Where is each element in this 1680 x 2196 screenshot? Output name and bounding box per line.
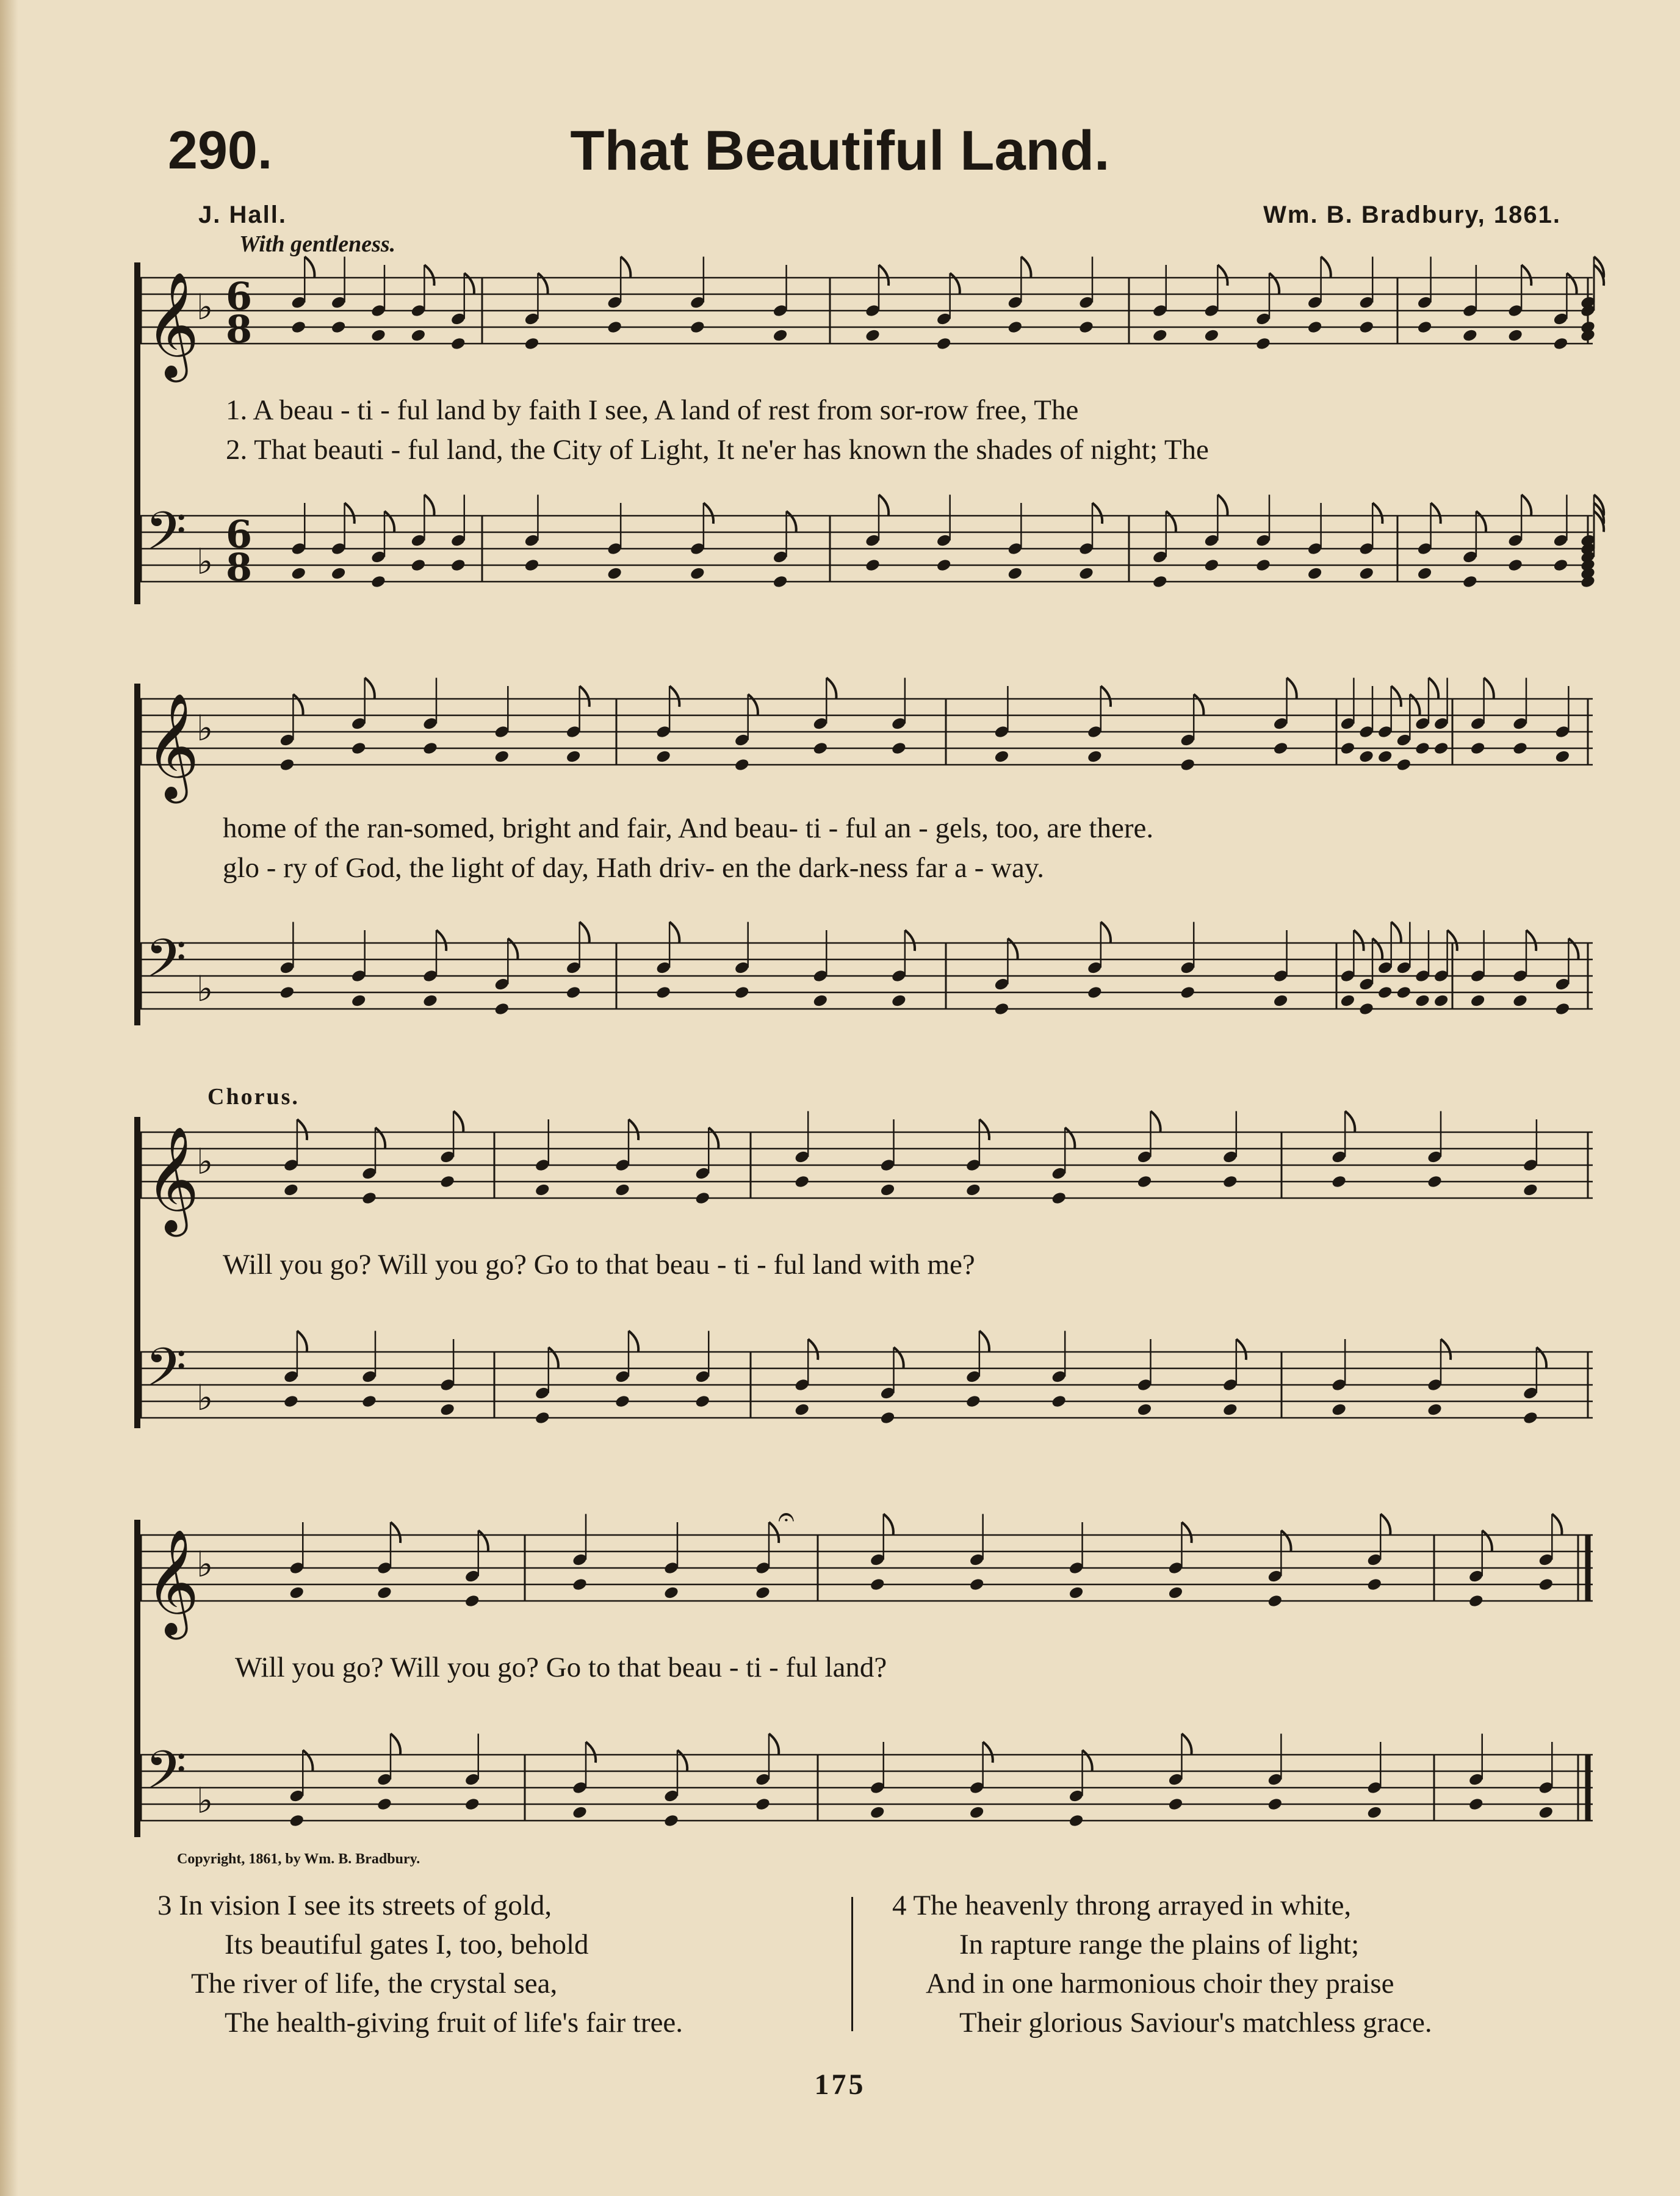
note-flag bbox=[1321, 257, 1331, 278]
note-flag bbox=[769, 1734, 779, 1755]
note-head bbox=[1366, 1805, 1383, 1820]
note-flag bbox=[1391, 686, 1401, 707]
note-head bbox=[1180, 757, 1196, 772]
note-head bbox=[794, 1174, 810, 1189]
bass-staff-4 bbox=[140, 1739, 1593, 1831]
note-head bbox=[694, 1394, 711, 1409]
note-flag bbox=[1101, 686, 1111, 707]
composer-credit: Wm. B. Bradbury, 1861. bbox=[1263, 201, 1561, 228]
time-signature-numerator: 6 bbox=[226, 274, 253, 319]
note-flag bbox=[1380, 1514, 1390, 1535]
note-flag bbox=[894, 1348, 904, 1368]
note-flag bbox=[453, 1111, 463, 1132]
note-flag bbox=[1354, 930, 1363, 951]
note-head bbox=[572, 1577, 588, 1592]
note-head bbox=[755, 1586, 771, 1600]
lyric-s1-verse1: 1. A beau - ti - ful land by faith I see, A land of rest from sor-row free, The bbox=[226, 394, 1079, 426]
note-flag bbox=[1217, 265, 1227, 286]
note-head bbox=[410, 328, 427, 343]
note-head bbox=[1358, 1002, 1375, 1016]
note-flag bbox=[879, 265, 889, 286]
note-head bbox=[370, 574, 387, 589]
note-head bbox=[615, 1394, 631, 1409]
note-flag bbox=[424, 265, 434, 286]
note-head bbox=[1538, 1577, 1554, 1592]
note-head bbox=[1180, 985, 1196, 1000]
note-flag bbox=[424, 495, 434, 516]
note-head bbox=[936, 558, 952, 572]
note-head bbox=[279, 985, 295, 1000]
note-head bbox=[794, 1403, 810, 1417]
note-flag bbox=[297, 1119, 307, 1140]
note-flag bbox=[748, 695, 758, 715]
verse-4-line-2: In rapture range the plains of light; bbox=[959, 1929, 1360, 1960]
note-flag bbox=[1092, 503, 1102, 524]
note-head bbox=[1507, 328, 1524, 343]
note-head bbox=[1433, 741, 1449, 756]
note-head bbox=[1396, 985, 1412, 1000]
note-head bbox=[1512, 994, 1529, 1008]
note-flag bbox=[1526, 930, 1536, 951]
note-flag bbox=[983, 1742, 993, 1763]
note-flag bbox=[1521, 265, 1531, 286]
note-flag bbox=[1281, 1531, 1291, 1551]
note-head bbox=[524, 336, 540, 351]
note-flag bbox=[629, 1331, 638, 1352]
note-flag bbox=[293, 695, 303, 715]
note-head bbox=[968, 1577, 985, 1592]
note-head bbox=[1366, 1577, 1383, 1592]
note-head bbox=[1507, 558, 1524, 572]
note-head bbox=[1462, 328, 1479, 343]
note-flag bbox=[1410, 695, 1419, 715]
key-signature-flat-icon: ♭ bbox=[196, 1141, 214, 1182]
note-flag bbox=[1431, 503, 1441, 524]
note-head bbox=[422, 994, 439, 1008]
verse-4-line-4: Their glorious Saviour's matchless grace. bbox=[959, 2007, 1432, 2039]
note-head bbox=[534, 1183, 550, 1197]
note-flag bbox=[391, 1522, 400, 1543]
note-head bbox=[464, 1594, 480, 1608]
note-head bbox=[1051, 1394, 1067, 1409]
note-flag bbox=[1345, 1111, 1355, 1132]
note-head bbox=[993, 749, 1010, 764]
bass-clef-icon: 𝄢 bbox=[145, 928, 187, 1002]
note-flag bbox=[1008, 939, 1017, 959]
note-head bbox=[1222, 1174, 1238, 1189]
note-head bbox=[1523, 1183, 1539, 1197]
note-flag bbox=[669, 922, 679, 943]
treble-staff-4 bbox=[140, 1500, 1593, 1635]
note-flag bbox=[826, 678, 836, 699]
note-head bbox=[1358, 320, 1375, 334]
bass-clef-icon: 𝄢 bbox=[145, 1337, 187, 1411]
note-head bbox=[464, 1797, 480, 1811]
note-head bbox=[615, 1183, 631, 1197]
note-head bbox=[1469, 994, 1486, 1008]
treble-staff-2 bbox=[140, 690, 1593, 799]
note-flag bbox=[1101, 922, 1111, 943]
note-head bbox=[891, 741, 907, 756]
note-head bbox=[450, 336, 466, 351]
note-head bbox=[1086, 985, 1103, 1000]
note-flag bbox=[305, 257, 314, 278]
page-number: 175 bbox=[814, 2068, 866, 2101]
note-head bbox=[965, 1394, 981, 1409]
note-flag bbox=[478, 1531, 488, 1551]
note-head bbox=[534, 1410, 550, 1425]
note-flag bbox=[1537, 1348, 1546, 1368]
note-flag bbox=[1521, 495, 1531, 516]
note-head bbox=[1051, 1191, 1067, 1205]
treble-clef-icon: 𝄞 bbox=[145, 272, 200, 378]
note-flag bbox=[1372, 503, 1382, 524]
note-head bbox=[1136, 1403, 1153, 1417]
lyric-chorus-line2: Will you go? Will you go? Go to that beau - ti - ful land? bbox=[235, 1652, 887, 1683]
note-head bbox=[290, 320, 307, 334]
note-flag bbox=[1441, 1339, 1451, 1360]
note-head bbox=[279, 757, 295, 772]
note-flag bbox=[1372, 939, 1382, 959]
fermata-icon: 𝄐 bbox=[778, 1500, 795, 1534]
note-head bbox=[350, 994, 367, 1008]
note-head bbox=[565, 985, 582, 1000]
bass-staff-2 bbox=[140, 928, 1593, 1019]
note-head bbox=[1267, 1594, 1283, 1608]
note-flag bbox=[464, 273, 474, 294]
note-head bbox=[1068, 1813, 1084, 1828]
verse-3 bbox=[157, 1886, 683, 2042]
note-head bbox=[494, 749, 510, 764]
note-head bbox=[1167, 1797, 1184, 1811]
note-head bbox=[377, 1797, 393, 1811]
note-head bbox=[1427, 1174, 1443, 1189]
note-head bbox=[1068, 1586, 1084, 1600]
note-head bbox=[330, 566, 347, 581]
note-head bbox=[812, 994, 829, 1008]
note-head bbox=[1469, 741, 1486, 756]
time-signature-denominator: 8 bbox=[226, 545, 253, 590]
note-flag bbox=[1391, 922, 1401, 943]
note-head bbox=[694, 1191, 711, 1205]
note-head bbox=[879, 1410, 896, 1425]
hymn-title: That Beautiful Land. bbox=[570, 120, 1110, 182]
verse-4 bbox=[892, 1886, 1432, 2042]
note-flag bbox=[708, 1128, 718, 1149]
note-head bbox=[1415, 994, 1431, 1008]
treble-clef-icon: 𝄞 bbox=[145, 1126, 200, 1232]
note-head bbox=[1307, 566, 1323, 581]
note-flag bbox=[905, 930, 915, 951]
verse-4-line-1: 4 The heavenly throng arrayed in white, bbox=[892, 1890, 1352, 1921]
note-head bbox=[283, 1394, 300, 1409]
note-head bbox=[1307, 320, 1323, 334]
note-flag bbox=[1021, 257, 1031, 278]
note-flag bbox=[1236, 1339, 1246, 1360]
verse-3-line-1: 3 In vision I see its streets of gold, bbox=[157, 1890, 552, 1921]
note-flag bbox=[979, 1331, 989, 1352]
treble-staff-3 bbox=[140, 1123, 1593, 1232]
note-head bbox=[1078, 320, 1095, 334]
note-head bbox=[772, 574, 788, 589]
hymn-number: 290. bbox=[168, 120, 273, 180]
note-flag bbox=[1181, 1734, 1191, 1755]
note-head bbox=[1552, 336, 1569, 351]
note-flag bbox=[1150, 1111, 1160, 1132]
note-head bbox=[1358, 749, 1375, 764]
key-signature-flat-icon: ♭ bbox=[196, 1377, 214, 1418]
verse-3-line-2: Its beautiful gates I, too, behold bbox=[225, 1929, 589, 1960]
note-head bbox=[772, 328, 788, 343]
note-flag bbox=[1083, 1750, 1092, 1771]
key-signature-flat-icon: ♭ bbox=[196, 707, 214, 749]
page-edge-shadow bbox=[0, 0, 18, 2196]
lyric-s1-verse2: 2. That beauti - ful land, the City of Light, It ne'er has known the shades of night; The bbox=[226, 434, 1209, 466]
note-flag bbox=[1568, 939, 1578, 959]
note-flag bbox=[950, 273, 960, 294]
note-head bbox=[289, 1586, 305, 1600]
lyric-s2-verse2: glo - ry of God, the light of day, Hath driv- en the dark-ness far a - way. bbox=[223, 852, 1045, 884]
note-head bbox=[1272, 741, 1289, 756]
note-head bbox=[290, 566, 307, 581]
note-head bbox=[1267, 1797, 1283, 1811]
note-head bbox=[1078, 566, 1095, 581]
note-flag bbox=[580, 686, 589, 707]
note-flag bbox=[787, 511, 796, 532]
note-flag bbox=[1484, 678, 1494, 699]
note-head bbox=[663, 1586, 680, 1600]
note-head bbox=[1554, 1002, 1571, 1016]
note-flag bbox=[1287, 678, 1297, 699]
note-head bbox=[1331, 1174, 1347, 1189]
note-head bbox=[690, 320, 706, 334]
key-signature-flat-icon: ♭ bbox=[196, 286, 214, 328]
note-head bbox=[1416, 566, 1433, 581]
key-signature-flat-icon: ♭ bbox=[196, 541, 214, 582]
note-head bbox=[289, 1813, 305, 1828]
note-head bbox=[1433, 994, 1449, 1008]
note-flag bbox=[297, 1331, 307, 1352]
note-head bbox=[422, 741, 439, 756]
note-flag bbox=[884, 1514, 893, 1535]
note-flag bbox=[384, 511, 394, 532]
treble-clef-icon: 𝄞 bbox=[145, 1529, 200, 1635]
note-head bbox=[1416, 320, 1433, 334]
note-head bbox=[1203, 558, 1220, 572]
note-flag bbox=[769, 1522, 779, 1543]
verse-3-line-4: The health-giving fruit of life's fair tree. bbox=[225, 2007, 683, 2039]
note-flag bbox=[1552, 1514, 1562, 1535]
note-head bbox=[283, 1183, 300, 1197]
key-signature-flat-icon: ♭ bbox=[196, 1780, 214, 1821]
note-head bbox=[377, 1586, 393, 1600]
verse-4-line-3: And in one harmonious choir they praise bbox=[926, 1968, 1394, 1999]
note-head bbox=[936, 336, 952, 351]
note-flag bbox=[365, 678, 375, 699]
note-head bbox=[1377, 749, 1393, 764]
time-signature-denominator: 8 bbox=[226, 307, 253, 352]
note-flag bbox=[303, 1750, 312, 1771]
note-head bbox=[1167, 1586, 1184, 1600]
note-head bbox=[1272, 994, 1289, 1008]
lyricist-credit: J. Hall. bbox=[198, 201, 287, 228]
note-head bbox=[494, 1002, 510, 1016]
note-head bbox=[1415, 741, 1431, 756]
treble-staff-1 bbox=[140, 269, 1593, 378]
note-head bbox=[663, 1813, 680, 1828]
note-head bbox=[891, 994, 907, 1008]
note-flag bbox=[1476, 511, 1486, 532]
note-head bbox=[812, 741, 829, 756]
note-head bbox=[1512, 741, 1529, 756]
note-flag bbox=[1482, 1531, 1492, 1551]
note-head bbox=[565, 749, 582, 764]
key-signature-flat-icon: ♭ bbox=[196, 1544, 214, 1585]
note-head bbox=[1255, 336, 1272, 351]
note-head bbox=[607, 566, 623, 581]
note-head bbox=[1339, 994, 1356, 1008]
note-head bbox=[865, 328, 881, 343]
note-flag bbox=[345, 503, 355, 524]
note-flag bbox=[1429, 678, 1438, 699]
tempo-marking: With gentleness. bbox=[239, 231, 396, 257]
note-head bbox=[1552, 558, 1569, 572]
note-head bbox=[1377, 985, 1393, 1000]
note-head bbox=[1086, 749, 1103, 764]
note-head bbox=[1152, 574, 1168, 589]
note-flag bbox=[704, 503, 713, 524]
note-head bbox=[734, 985, 750, 1000]
note-head bbox=[1462, 574, 1479, 589]
note-head bbox=[410, 558, 427, 572]
note-flag bbox=[1181, 1522, 1191, 1543]
note-head bbox=[1427, 1403, 1443, 1417]
note-flag bbox=[391, 1734, 400, 1755]
copyright-notice: Copyright, 1861, by Wm. B. Bradbury. bbox=[177, 1851, 420, 1867]
note-head bbox=[439, 1403, 456, 1417]
note-flag bbox=[1166, 511, 1176, 532]
note-head bbox=[869, 1577, 885, 1592]
note-flag bbox=[669, 686, 679, 707]
note-head bbox=[1396, 757, 1412, 772]
chorus-label: Chorus. bbox=[207, 1084, 300, 1110]
note-head bbox=[879, 1183, 896, 1197]
note-head bbox=[1255, 558, 1272, 572]
note-head bbox=[865, 558, 881, 572]
note-flag bbox=[1566, 273, 1576, 294]
note-flag bbox=[508, 939, 517, 959]
note-flag bbox=[1217, 495, 1227, 516]
note-head bbox=[655, 985, 672, 1000]
note-head bbox=[361, 1191, 378, 1205]
note-head bbox=[1136, 1174, 1153, 1189]
verse-divider bbox=[851, 1897, 853, 2031]
bass-clef-icon: 𝄢 bbox=[145, 1739, 187, 1814]
note-flag bbox=[1194, 695, 1203, 715]
note-flag bbox=[436, 930, 446, 951]
note-head bbox=[1523, 1410, 1539, 1425]
note-flag bbox=[538, 273, 547, 294]
note-flag bbox=[375, 1128, 385, 1149]
note-flag bbox=[549, 1348, 558, 1368]
bass-staff-3 bbox=[140, 1337, 1593, 1428]
note-head bbox=[572, 1805, 588, 1820]
note-head bbox=[524, 558, 540, 572]
note-head bbox=[734, 757, 750, 772]
note-head bbox=[1554, 749, 1571, 764]
verse-3-line-3: The river of life, the crystal sea, bbox=[191, 1968, 558, 1999]
note-head bbox=[361, 1394, 378, 1409]
note-head bbox=[1468, 1797, 1484, 1811]
lyric-chorus-line1: Will you go? Will you go? Go to that beau - ti - ful land with me? bbox=[223, 1249, 975, 1280]
note-head bbox=[1007, 566, 1023, 581]
note-head bbox=[1222, 1403, 1238, 1417]
note-head bbox=[1468, 1594, 1484, 1608]
note-head bbox=[869, 1805, 885, 1820]
note-head bbox=[1538, 1805, 1554, 1820]
note-flag bbox=[1065, 1128, 1075, 1149]
note-head bbox=[1331, 1403, 1347, 1417]
note-head bbox=[350, 741, 367, 756]
note-flag bbox=[979, 1119, 989, 1140]
note-head bbox=[450, 558, 466, 572]
note-head bbox=[439, 1174, 456, 1189]
note-head bbox=[1007, 320, 1023, 334]
note-flag bbox=[580, 922, 589, 943]
note-head bbox=[690, 566, 706, 581]
note-head bbox=[968, 1805, 985, 1820]
note-flag bbox=[629, 1119, 638, 1140]
note-head bbox=[1203, 328, 1220, 343]
note-flag bbox=[808, 1339, 818, 1360]
note-flag bbox=[677, 1750, 687, 1771]
note-flag bbox=[1269, 273, 1279, 294]
note-head bbox=[965, 1183, 981, 1197]
bass-staff-1 bbox=[140, 500, 1593, 592]
note-head bbox=[1152, 328, 1168, 343]
note-head bbox=[1358, 566, 1375, 581]
note-head bbox=[607, 320, 623, 334]
note-head bbox=[993, 1002, 1010, 1016]
bass-clef-icon: 𝄢 bbox=[145, 500, 187, 575]
note-flag bbox=[879, 495, 889, 516]
note-head bbox=[370, 328, 387, 343]
note-head bbox=[655, 749, 672, 764]
lyric-s2-verse1: home of the ran-somed, bright and fair, And beau- ti - ful an - gels, too, are there. bbox=[223, 812, 1154, 844]
time-signature-numerator: 6 bbox=[226, 512, 253, 557]
note-head bbox=[1339, 741, 1356, 756]
key-signature-flat-icon: ♭ bbox=[196, 968, 214, 1010]
treble-clef-icon: 𝄞 bbox=[145, 693, 200, 799]
note-head bbox=[330, 320, 347, 334]
note-flag bbox=[621, 257, 630, 278]
note-head bbox=[755, 1797, 771, 1811]
note-flag bbox=[586, 1742, 596, 1763]
